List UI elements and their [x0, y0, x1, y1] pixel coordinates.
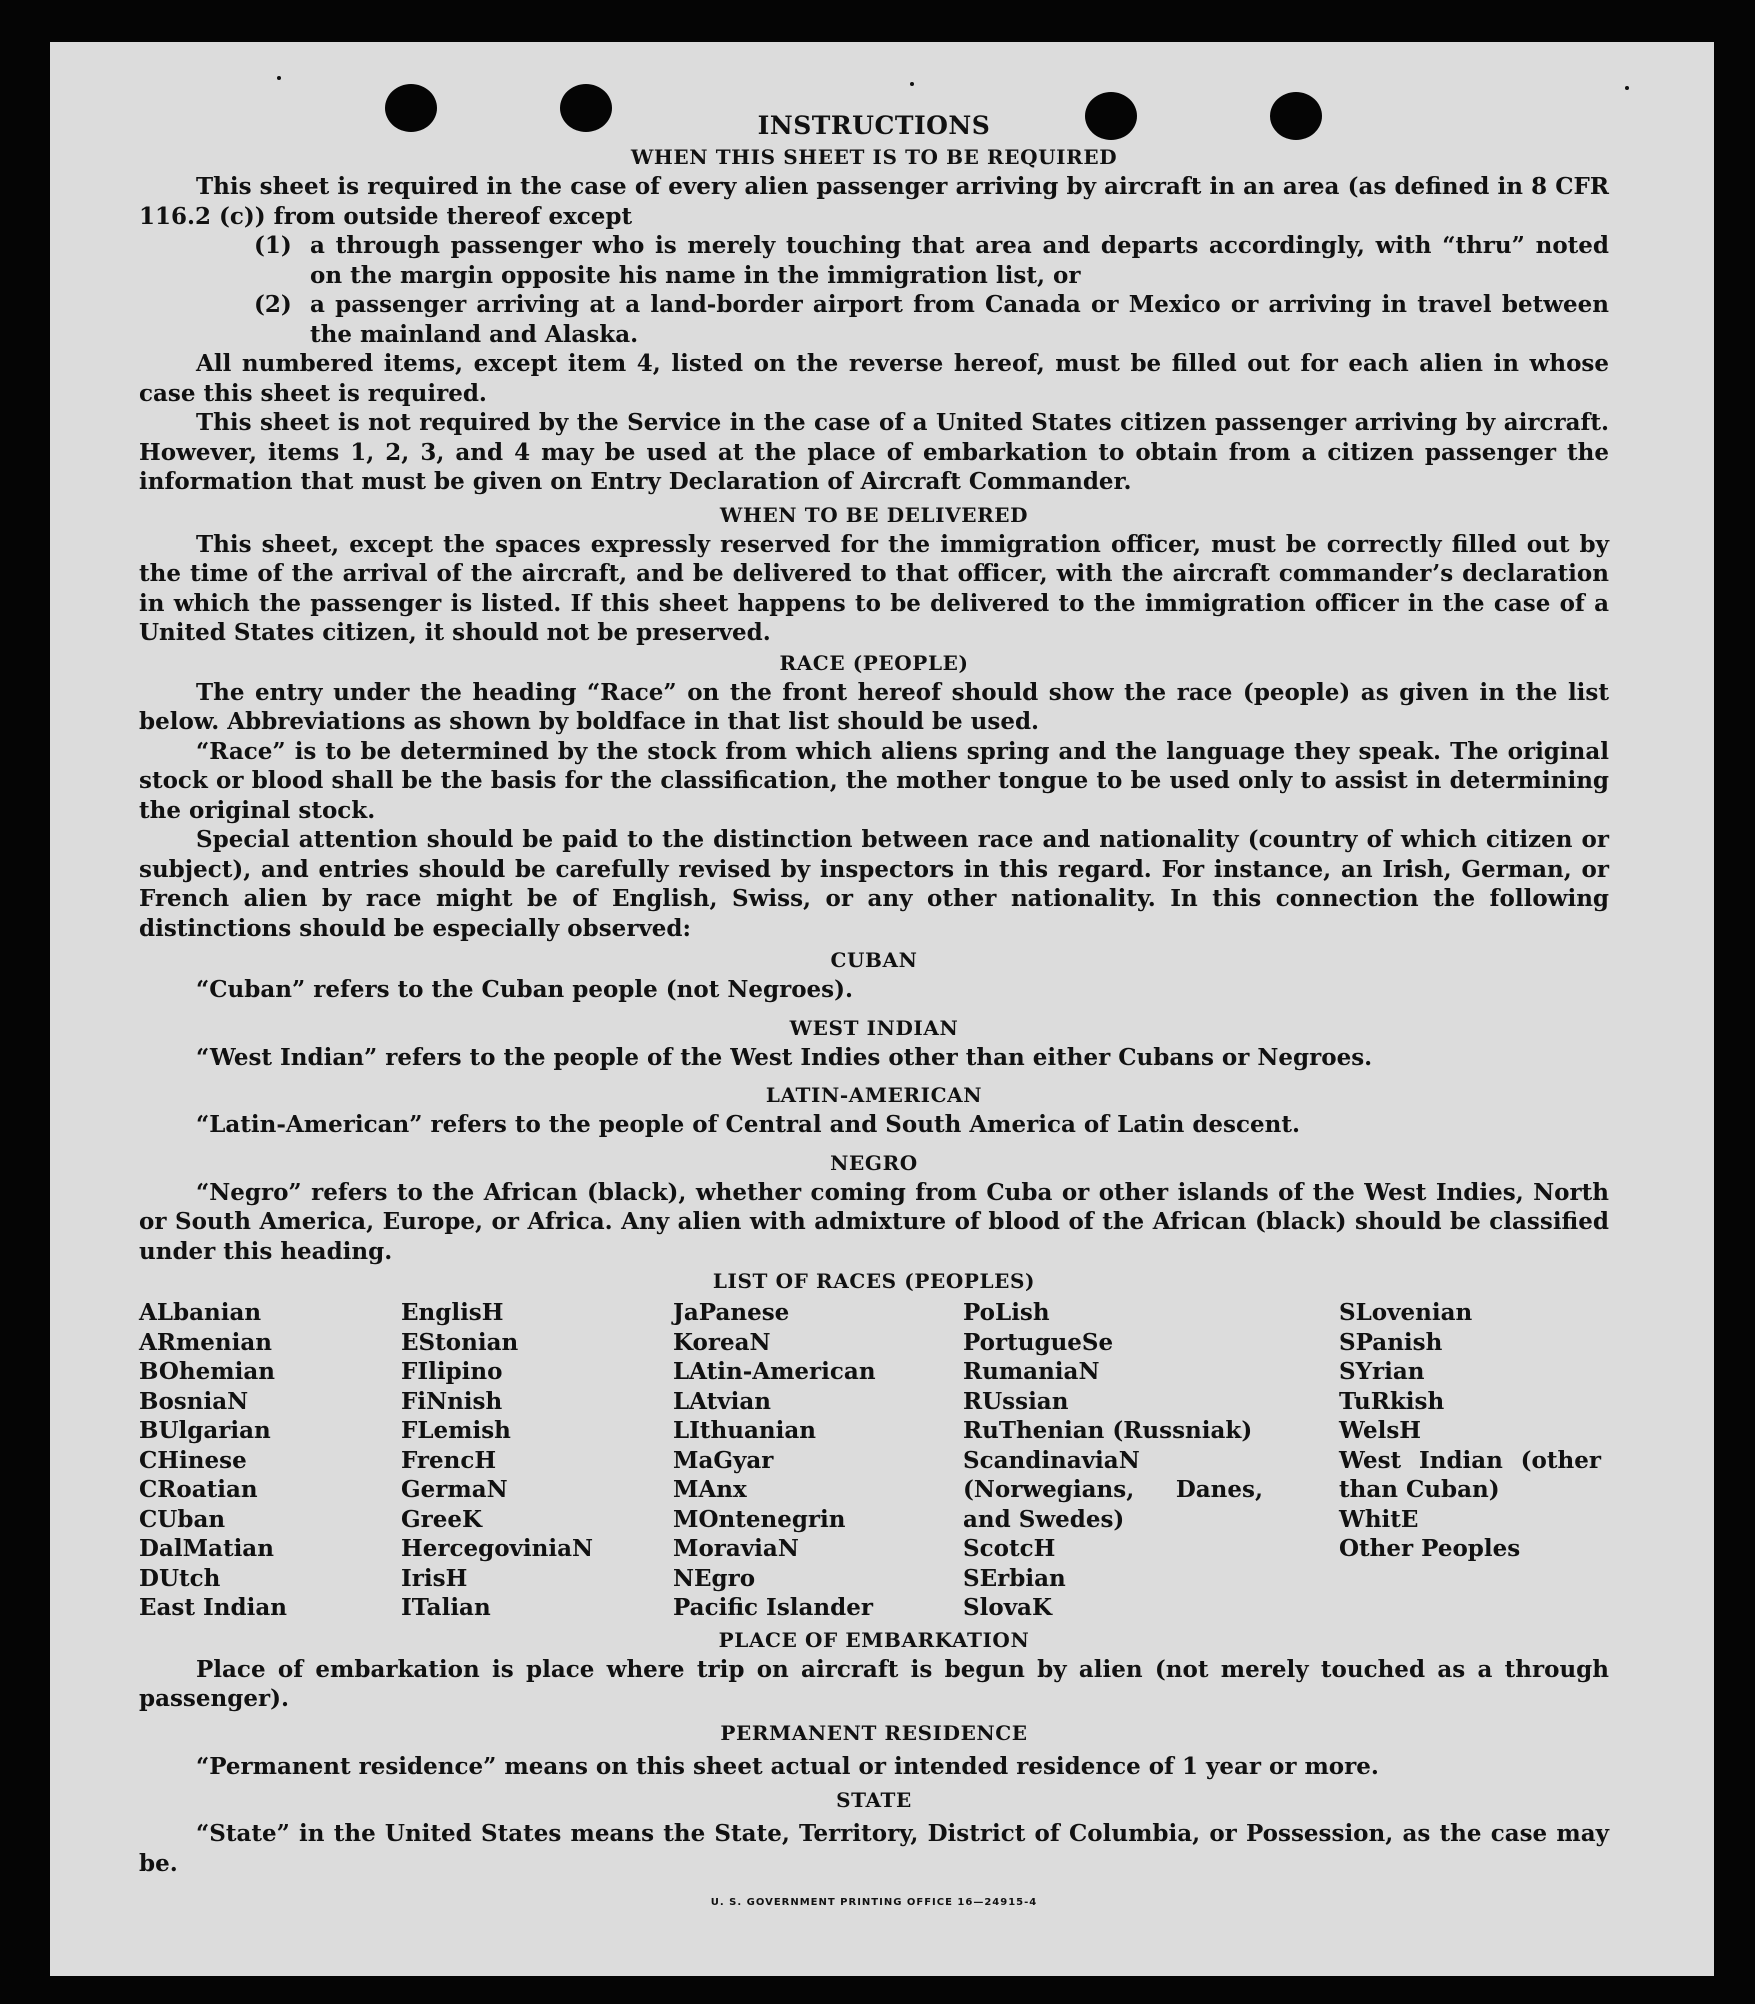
list-item: KoreaN: [673, 1328, 771, 1356]
paragraph-delivered: This sheet, except the spaces expressly reserved for the immigration officer, must be correctly filled out by the time of the arrival of the aircraft, and be delivered to that officer, with the aircraft commander’s declaration in which the passenger is listed. If this sheet happens to be delivered to the immigration officer in the case of a United States citizen, it should not be preserved.: [139, 530, 1609, 646]
list-item: LAtin-American: [673, 1358, 876, 1385]
paragraph-race-2: “Race” is to be determined by the stock from which aliens spring and the language they speak. The original stock or blood shall be the basis for the classification, the mother tongue to be used only to assist in determining the original stock.: [139, 737, 1609, 824]
list-item: ITalian: [401, 1594, 491, 1621]
list-item: MOntenegrin: [673, 1505, 846, 1533]
heading-race: RACE (PEOPLE): [779, 650, 969, 675]
heading-permanent-residence: PERMANENT RESIDENCE: [720, 1720, 1028, 1745]
instruction-sheet: [50, 42, 1714, 1976]
heading-place-of-embarkation: PLACE OF EMBARKATION: [718, 1627, 1030, 1652]
list-item: CHinese: [139, 1446, 247, 1474]
list-item: GreeK: [401, 1505, 483, 1533]
list-item: BosniaN: [139, 1387, 249, 1415]
list-item: ARmenian: [139, 1328, 273, 1356]
list-of-races: [139, 1298, 1609, 1623]
heading-cuban: CUBAN: [830, 948, 918, 972]
printing-office-footer: U. S. GOVERNMENT PRINTING OFFICE 16—24915-4: [710, 1897, 1038, 1908]
list-item: RuThenian (Russniak): [963, 1417, 1253, 1444]
list-item: ScotcH: [963, 1535, 1056, 1562]
document-body: [139, 106, 1609, 1918]
list-item: BUlgarian: [139, 1417, 271, 1444]
speck-icon: [277, 76, 281, 80]
list-item: FIlipino: [401, 1358, 503, 1385]
list-item: DUtch: [139, 1564, 221, 1592]
heading-negro: NEGRO: [830, 1150, 918, 1175]
list-item: FLemish: [401, 1417, 511, 1444]
list-item: ALbanian: [139, 1299, 262, 1326]
paragraph-numbered-items: All numbered items, except item 4, listed on the reverse hereof, must be filled out for each alien in whose case this sheet is required.: [139, 350, 1609, 407]
paragraph-required-intro: This sheet is required in the case of every alien passenger arriving by aircraft in an area (as defined in 8 CFR 116.2 (c)) from outside thereof except: [139, 173, 1609, 230]
heading-when-required: WHEN THIS SHEET IS TO BE REQUIRED: [630, 145, 1118, 169]
definition-latin-american: “Latin-American” refers to the people of Central and South America of Latin descent.: [196, 1111, 1300, 1138]
list-item: SLovenian: [1339, 1299, 1473, 1326]
paragraph-race-1: The entry under the heading “Race” on the front hereof should show the race (people) as given in the list below. Abbreviations as shown by boldface in that list should be used.: [139, 678, 1609, 735]
heading-list-of-races: LIST OF RACES (PEOPLES): [712, 1269, 1036, 1293]
list-item: SPanish: [1339, 1328, 1443, 1356]
list-item: LAtvian: [673, 1387, 771, 1415]
list-item: DalMatian: [139, 1535, 274, 1562]
list-item: RumaniaN: [963, 1358, 1100, 1385]
item-number: (2): [254, 291, 292, 318]
item-text: a passenger arriving at a land-border airport from Canada or Mexico or arriving in travel between the mainland and Alaska.: [310, 291, 1609, 348]
list-item: RUssian: [963, 1387, 1069, 1415]
list-item: East Indian: [139, 1594, 287, 1621]
list-item: WelsH: [1339, 1417, 1422, 1444]
list-item: MAnx: [673, 1476, 747, 1503]
races-column-3: [673, 1298, 963, 1623]
page-title: INSTRUCTIONS: [757, 111, 991, 140]
list-item: CRoatian: [139, 1476, 258, 1503]
heading-state: STATE: [836, 1788, 912, 1812]
list-item: FrencH: [401, 1446, 497, 1474]
paragraph-state: “State” in the United States means the State, Territory, District of Columbia, or Possession, as the case may be.: [139, 1820, 1609, 1877]
list-item: PortugueSe: [963, 1328, 1114, 1356]
list-item: Other Peoples: [1339, 1535, 1521, 1562]
list-item: PoLish: [963, 1299, 1050, 1326]
races-column-2: [401, 1298, 673, 1623]
definition-negro: “Negro” refers to the African (black), whether coming from Cuba or other islands of the West Indies, North or South America, Europe, or Africa. Any alien with admixture of blood of the African (black) should be classified under this heading.: [139, 1178, 1609, 1265]
races-column-4: [963, 1298, 1339, 1623]
heading-west-indian: WEST INDIAN: [789, 1015, 959, 1040]
heading-when-delivered: WHEN TO BE DELIVERED: [719, 502, 1029, 527]
list-item: CUban: [139, 1505, 226, 1533]
exception-item-1: [254, 231, 1609, 290]
definition-west-indian: “West Indian” refers to the people of the West Indies other than either Cubans or Negroes.: [196, 1043, 1373, 1071]
list-item: SErbian: [963, 1564, 1066, 1592]
list-item: SYrian: [1339, 1358, 1425, 1385]
list-item: JaPanese: [673, 1299, 790, 1326]
list-item: MaGyar: [673, 1446, 774, 1474]
paragraph-embarkation: Place of embarkation is place where trip on aircraft is begun by alien (not merely touched as a through passenger).: [139, 1655, 1609, 1712]
list-item: LIthuanian: [673, 1417, 816, 1444]
exception-item-2: [254, 290, 1609, 349]
list-item: BOhemian: [139, 1358, 275, 1385]
paragraph-residence: “Permanent residence” means on this sheet actual or intended residence of 1 year or more.: [196, 1752, 1379, 1780]
list-item: NEgro: [673, 1564, 756, 1592]
speck-icon: [910, 82, 914, 86]
list-item: FiNnish: [401, 1387, 503, 1415]
list-item: TuRkish: [1339, 1387, 1445, 1415]
paragraph-race-3: Special attention should be paid to the distinction between race and nationality (country of which citizen or subject), and entries should be carefully revised by inspectors in this regard. For instance, an Irish, German, or French alien by race might be of English, Swiss, or any other nationality. In this connection the following distinctions should be especially observed:: [139, 826, 1609, 942]
heading-latin-american: LATIN-AMERICAN: [765, 1083, 983, 1107]
list-item: MoraviaN: [673, 1535, 799, 1562]
item-text: a through passenger who is merely touching that area and departs accordingly, with “thru” noted on the margin opposite his name in the immigration list, or: [310, 232, 1609, 289]
definition-cuban: “Cuban” refers to the Cuban people (not Negroes).: [196, 976, 854, 1003]
speck-icon: [1625, 86, 1629, 90]
list-item: SlovaK: [963, 1594, 1052, 1621]
list-item: GermaN: [401, 1476, 508, 1503]
item-number: (1): [254, 232, 292, 259]
list-item: West Indian (other than Cuban): [1339, 1446, 1601, 1503]
list-item: WhitE: [1339, 1505, 1419, 1533]
list-item: EStonian: [401, 1328, 519, 1356]
list-item: IrisH: [401, 1564, 468, 1592]
paragraph-citizen: This sheet is not required by the Service in the case of a United States citizen passenger arriving by aircraft. However, items 1, 2, 3, and 4 may be used at the place of embarkation to obtain from a citizen passenger the information that must be given on Entry Declaration of Aircraft Commander.: [139, 409, 1609, 495]
list-item: Pacific Islander: [673, 1594, 873, 1621]
races-column-5: [1339, 1298, 1609, 1623]
races-column-1: [139, 1298, 401, 1623]
list-item: ScandinaviaN (Norwegians, Danes, and Swedes): [963, 1446, 1263, 1533]
list-item: HercegoviniaN: [401, 1535, 594, 1562]
list-item: EnglisH: [401, 1299, 504, 1326]
